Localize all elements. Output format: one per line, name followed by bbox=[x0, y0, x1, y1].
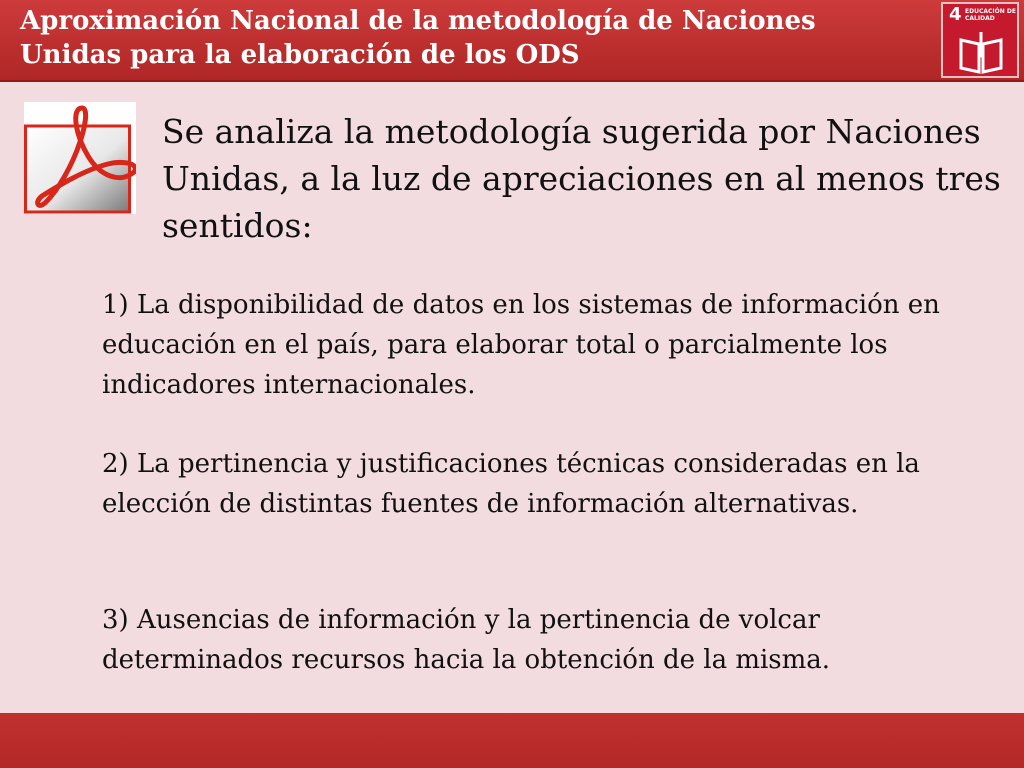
sdg-label-line-1: EDUCACIÓN DE bbox=[965, 8, 1016, 15]
slide-title-line-2: Unidas para la elaboración de los ODS bbox=[20, 40, 580, 70]
list-item-1: 1) La disponibilidad de datos en los sistemas de información en educación en el país, para elaborar total o parcialmente los indicadores internacionales. bbox=[102, 290, 940, 400]
sdg-label-line-2: CALIDAD bbox=[965, 15, 995, 22]
acrobat-pdf-icon bbox=[24, 102, 136, 214]
header-bar bbox=[0, 0, 1024, 82]
list-item-3: 3) Ausencias de información y la pertinencia de volcar determinados recursos hacia la obtención de la misma. bbox=[102, 605, 831, 675]
open-book-pencil-icon bbox=[957, 30, 1005, 74]
slide-title-line-1: Aproximación Nacional de la metodología de Naciones bbox=[20, 6, 816, 36]
sdg-number: 4 bbox=[949, 4, 962, 25]
sdg-label bbox=[965, 8, 1016, 22]
list-item-2: 2) La pertinencia y justificaciones técnicas consideradas en la elección de distintas fuentes de información alternativas. bbox=[102, 449, 920, 519]
footer-bar bbox=[0, 713, 1024, 768]
intro-paragraph: Se analiza la metodología sugerida por Naciones Unidas, a la luz de apreciaciones en al menos tres sentidos: bbox=[162, 112, 1001, 245]
slide-title bbox=[20, 4, 900, 72]
sdg-4-badge bbox=[941, 2, 1019, 78]
